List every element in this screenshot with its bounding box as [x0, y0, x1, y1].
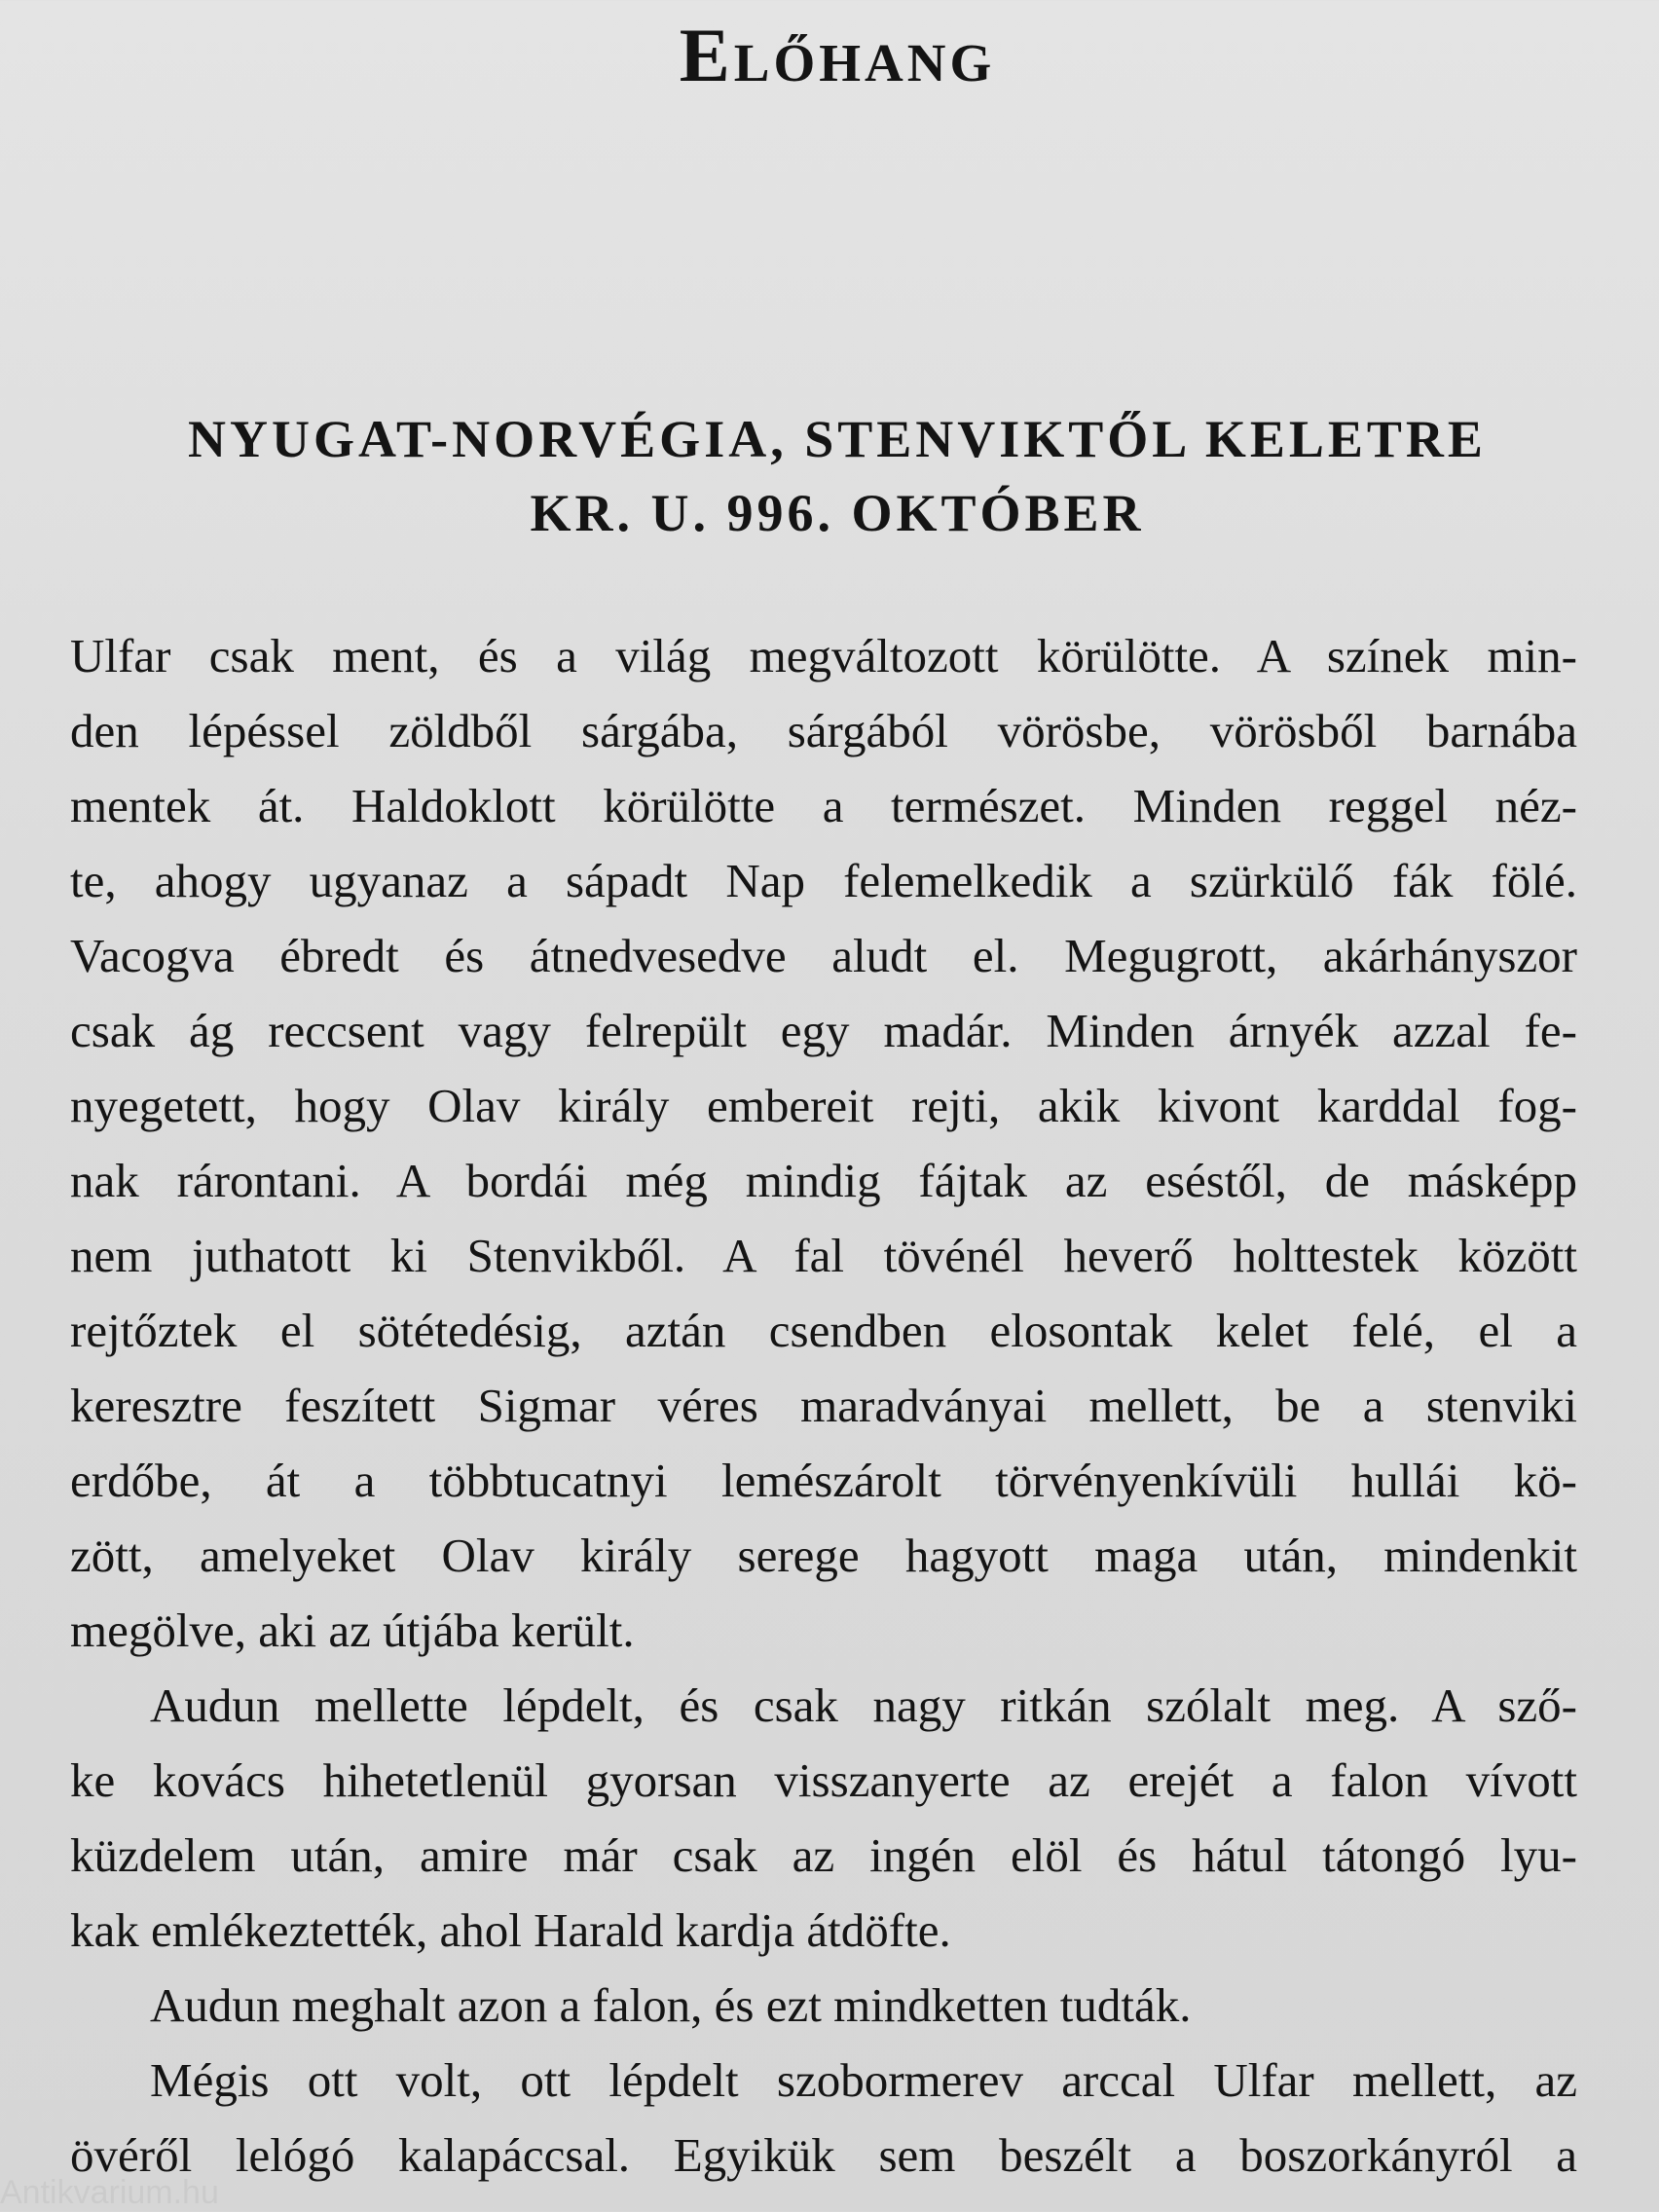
text-line: Vacogva ébredt és átnedvesedve aludt el. Megugrott, akárhányszor [70, 929, 1577, 982]
text-line: nem juthatott ki Stenvikből. A fal tövénél heverő holttestek között [70, 1229, 1577, 1282]
text-line: nak rárontani. A bordái még mindig fájtak az eséstől, de másképp [70, 1154, 1577, 1207]
text-line: Mégis ott volt, ott lépdelt szobormerev arccal Ulfar mellett, az [150, 2053, 1577, 2107]
text-line: nyegetett, hogy Olav király embereit rejti, akik kivont karddal fog- [70, 1079, 1577, 1132]
text-line: küzdelem után, amire már csak az ingén elöl és hátul tátongó lyu- [70, 1828, 1577, 1882]
text-line: ke kovács hihetetlenül gyorsan visszanyerte az erejét a falon vívott [70, 1753, 1577, 1807]
text-line: rejtőztek el sötétedésig, aztán csendben elosontak kelet felé, el a [70, 1304, 1577, 1357]
text-line: Ulfar csak ment, és a világ megváltozott körülötte. A színek min- [70, 629, 1577, 682]
text-line: erdőbe, át a többtucatnyi lemészárolt törvényenkívüli hullái kö- [70, 1454, 1577, 1507]
text-line: csak ág reccsent vagy felrepült egy madár. Minden árnyék azzal fe- [70, 1004, 1577, 1057]
text-line: Audun meghalt azon a falon, és ezt mindketten tudták. [150, 1978, 1192, 2032]
text-line: keresztre feszített Sigmar véres maradványai mellett, be a stenviki [70, 1379, 1577, 1432]
text-line: Audun mellette lépdelt, és csak nagy ritkán szólalt meg. A sző- [150, 1678, 1577, 1732]
body-text [70, 618, 1577, 2193]
text-line: zött, amelyeket Olav király serege hagyott maga után, mindenkit [70, 1529, 1577, 1582]
watermark: Antikvarium.hu [0, 2174, 219, 2211]
text-line: kak emlékeztették, ahol Harald kardja átdöfte. [70, 1903, 951, 1957]
location-heading: NYUGAT-NORVÉGIA, STENVIKTŐL KELETRE [188, 410, 1487, 468]
text-line: övéről lelógó kalapáccsal. Egyikük sem beszélt a boszorkányról a [70, 2128, 1577, 2182]
text-line: den lépéssel zöldből sárgába, sárgából vörösbe, vörösből barnába [70, 704, 1577, 757]
date-heading: KR. U. 996. OKTÓBER [530, 484, 1145, 542]
chapter-title: Előhang [679, 13, 996, 97]
text-line: mentek át. Haldoklott körülötte a természet. Minden reggel néz- [70, 779, 1577, 832]
text-line: megölve, aki az útjába került. [70, 1604, 635, 1657]
text-line: te, ahogy ugyanaz a sápadt Nap felemelkedik a szürkülő fák fölé. [70, 854, 1577, 907]
